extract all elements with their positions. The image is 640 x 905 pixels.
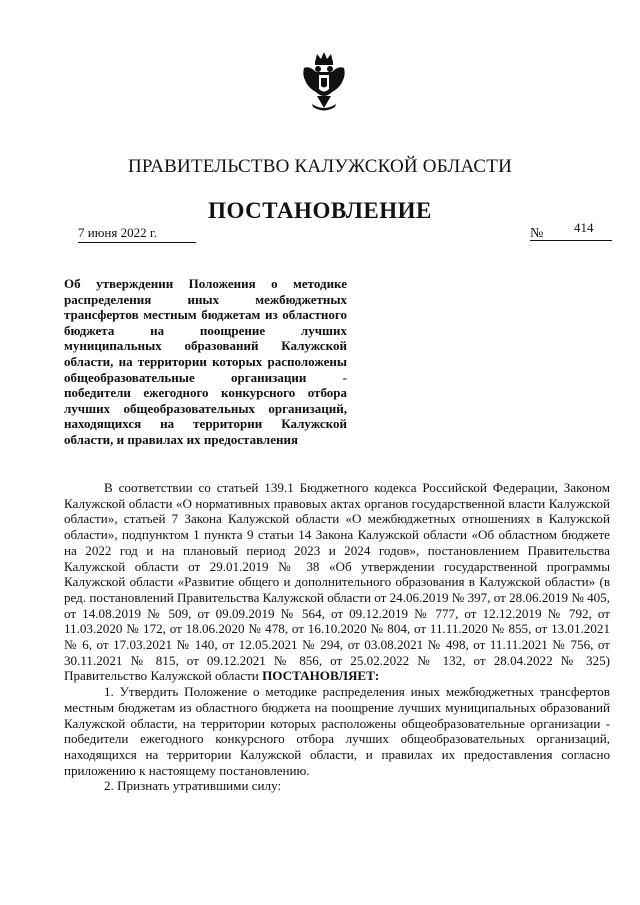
coat-of-arms-icon	[302, 52, 346, 114]
decree-word: ПОСТАНОВЛЯЕТ:	[262, 668, 380, 684]
document-body	[64, 480, 610, 794]
document-type: ПОСТАНОВЛЕНИЕ	[208, 198, 432, 223]
document-subject: Об утверждении Положения о методике распределения иных межбюджетных трансфертов местным бюджетам из областного бюджета на поощрение лучших муниципальных образований Калужской области, на территории которых расположены общеобразовательные организации - победители ежегодного конкурсного отбора лучших общеобразовательных организаций, находящихся на территории Калужской области, и правилах их предоставления	[64, 276, 347, 447]
preamble-text: В соответствии со статьей 139.1 Бюджетного кодекса Российской Федерации, Законом Калужской области «О нормативных правовых актах органов государственной власти Калужской области», статьей 7 Закона Калужской области «О межбюджетных отношениях в Калужской области», подпунктом 1 пункта 9 статьи 14 Закона Калужской области «Об областном бюджете на 2022 год и на плановый период 2023 и 2024 годов», постановлением Правительства Калужской области от 29.01.2019 № 38 «Об утверждении государственной программы Калужской области «Развитие общего и дополнительного образования в Калужской области» (в ред. постановлений Правительства Калужской области от 24.06.2019 № 397, от 28.06.2019 № 405, от 14.08.2019 № 509, от 09.09.2019 № 564, от 09.12.2019 № 777, от 12.12.2019 № 792, от 11.03.2020 № 172, от 18.06.2020 № 478, от 16.10.2020 № 804, от 11.11.2020 № 855, от 13.01.2021 № 6, от 17.03.2021 № 140, от 12.05.2021 № 294, от 03.08.2021 № 498, от 11.11.2021 № 756, от 30.11.2021 № 815, от 09.12.2021 № 856, от 25.02.2022 № 132, от 28.04.2022 № 325) Правительство Калужской области	[64, 480, 611, 684]
list-item: 2. Признать утратившими силу:	[104, 778, 282, 794]
government-title: ПРАВИТЕЛЬСТВО КАЛУЖСКОЙ ОБЛАСТИ	[127, 156, 513, 177]
preamble-paragraph	[64, 480, 610, 684]
number-sign: №	[530, 226, 544, 241]
document-number: 414	[574, 220, 594, 235]
list-item: 1. Утвердить Положение о методике распределения иных межбюджетных трансфертов местным бюджетам из областного бюджета на поощрение лучших муниципальных образований Калужской области, на территории которых расположены общеобразовательные организации - победители ежегодного конкурсного отбора лучших общеобразовательных организаций, находящихся на территории Калужской области, и правилах их предоставления согласно приложению к настоящему постановлению.	[64, 684, 610, 778]
document-number-field	[530, 220, 612, 241]
document-date: 7 июня 2022 г.	[78, 225, 196, 243]
